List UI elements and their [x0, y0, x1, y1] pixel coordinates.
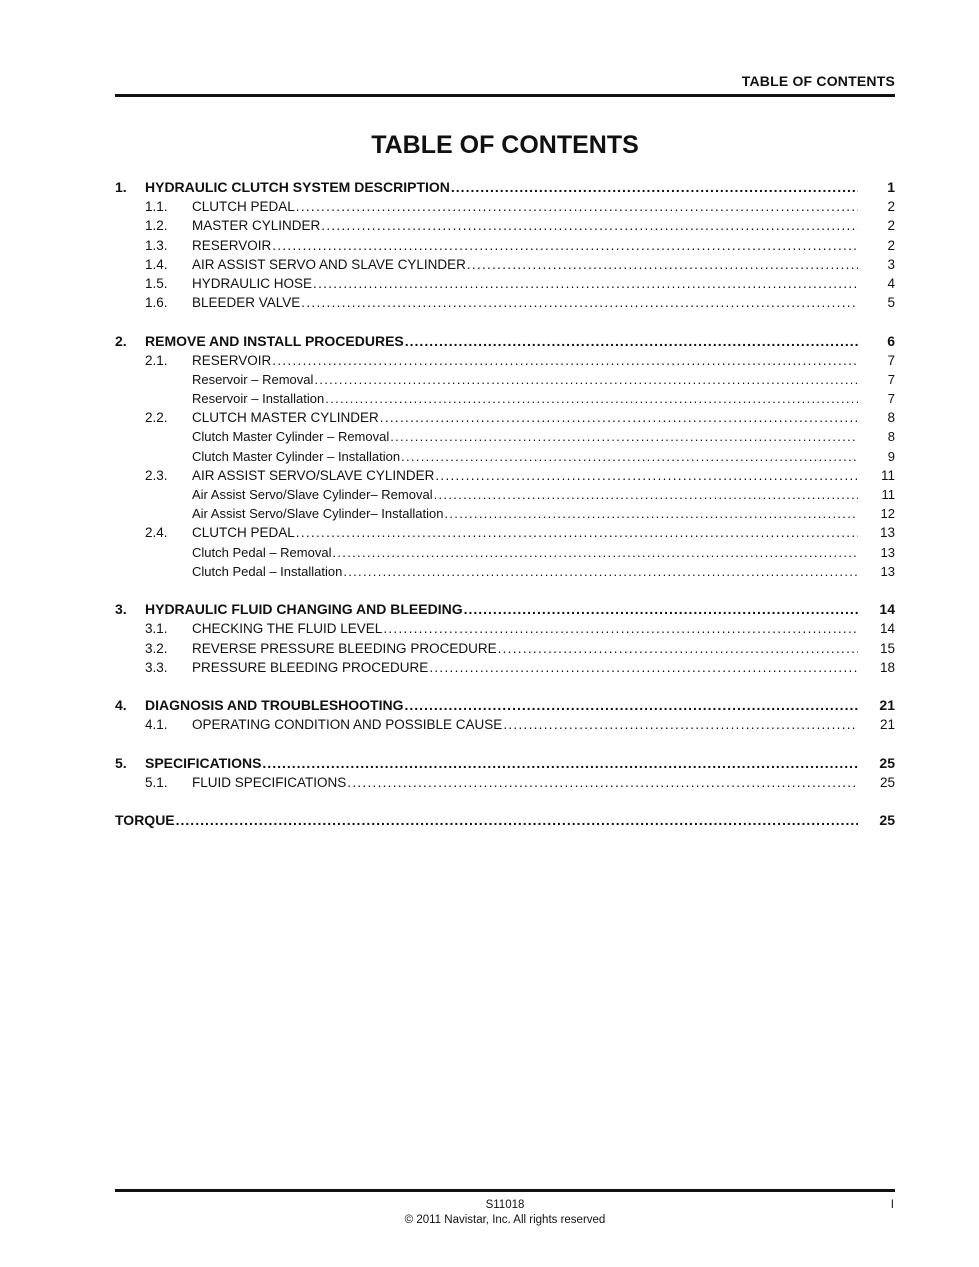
toc-entry-page-number: 15	[879, 640, 895, 656]
toc-entry-main[interactable]	[115, 332, 895, 351]
toc-entry-number: 3.1.	[145, 621, 168, 637]
toc-entry-sub[interactable]	[115, 293, 895, 312]
toc-dot-leader	[272, 351, 858, 370]
toc-dot-leader	[401, 447, 858, 466]
toc-entry-page-number: 11	[880, 467, 895, 483]
toc-entry-page-number: 13	[879, 525, 895, 541]
toc-dot-leader	[296, 197, 858, 216]
toc-entry-page-number: 8	[887, 410, 895, 426]
toc-entry-number: 5.1.	[145, 774, 168, 790]
toc-dot-leader	[467, 255, 858, 274]
toc-entry-title: RESERVOIR	[192, 237, 272, 253]
toc-entry-page-number: 11	[881, 487, 895, 502]
toc-entry-title: Reservoir – Removal	[192, 371, 314, 387]
toc-entry-title: DIAGNOSIS AND TROUBLESHOOTING	[145, 697, 404, 714]
toc-entry-number: 2.2.	[145, 410, 168, 426]
toc-entry-title: HYDRAULIC CLUTCH SYSTEM DESCRIPTION	[145, 179, 450, 195]
toc-entry-number: 1.6.	[145, 295, 168, 311]
toc-entry-page-number: 8	[887, 429, 895, 445]
toc-dot-leader	[325, 389, 858, 408]
toc-entry-title: Clutch Pedal – Installation	[192, 563, 343, 579]
toc-entry-page-number: 6	[887, 332, 895, 349]
header-rule	[115, 94, 895, 97]
footer-copyright: © 2011 Navistar, Inc. All rights reserved	[404, 1214, 606, 1226]
page-title: TABLE OF CONTENTS	[371, 131, 639, 159]
toc-dot-leader	[262, 754, 858, 773]
toc-entry-sub[interactable]	[115, 466, 895, 485]
toc-dot-leader	[390, 427, 858, 446]
toc-dot-leader	[272, 236, 858, 255]
toc-entry-sub[interactable]	[115, 773, 895, 792]
toc-entry-page-number: 2	[887, 218, 895, 234]
running-header-title: TABLE OF CONTENTS	[741, 73, 895, 89]
toc-entry-sub[interactable]	[115, 619, 895, 638]
toc-entry-page-number: 14	[879, 601, 895, 618]
toc-dot-leader	[383, 619, 858, 638]
toc-dot-leader	[321, 216, 858, 235]
toc-dot-leader	[405, 696, 859, 715]
toc-entry-subsub[interactable]	[115, 427, 895, 446]
toc-entry-page-number: 21	[879, 697, 895, 714]
toc-entry-title: Clutch Master Cylinder – Installation	[192, 448, 401, 464]
footer-rule	[115, 1189, 895, 1192]
footer-document-code: S11018	[485, 1199, 525, 1211]
toc-entry-subsub[interactable]	[115, 504, 895, 523]
toc-entry-number: 5.	[115, 754, 127, 771]
toc-dot-leader	[405, 332, 858, 351]
toc-dot-leader	[444, 504, 858, 523]
toc-entry-title: FLUID SPECIFICATIONS	[192, 774, 347, 790]
toc-dot-leader	[347, 773, 858, 792]
toc-entry-sub[interactable]	[115, 216, 895, 235]
toc-entry-page-number: 7	[887, 391, 895, 407]
toc-entry-subsub[interactable]	[115, 543, 895, 562]
toc-entry-title: HYDRAULIC FLUID CHANGING AND BLEEDING	[145, 601, 463, 618]
toc-dot-leader	[380, 408, 858, 427]
toc-dot-leader	[503, 715, 858, 734]
toc-dot-leader	[435, 466, 858, 485]
toc-entry-title: Air Assist Servo/Slave Cylinder– Installation	[192, 506, 444, 522]
toc-dot-leader	[296, 523, 858, 542]
toc-spacer	[115, 792, 895, 811]
toc-entry-number: 2.	[115, 332, 127, 349]
toc-entry-subsub[interactable]	[115, 389, 895, 408]
toc-dot-leader	[313, 274, 858, 293]
toc-entry-sub[interactable]	[115, 715, 895, 734]
toc-entry-title: CLUTCH PEDAL	[192, 199, 295, 215]
toc-entry-page-number: 18	[879, 659, 895, 675]
toc-entry-page-number: 4	[887, 275, 895, 291]
toc-entry-page-number: 25	[879, 812, 895, 829]
toc-entry-title: Clutch Pedal – Removal	[192, 544, 332, 560]
toc-entry-subsub[interactable]	[115, 370, 895, 389]
toc-entry-page-number: 3	[887, 256, 895, 272]
toc-entry-page-number: 9	[887, 448, 895, 464]
toc-entry-main[interactable]	[115, 696, 895, 715]
toc-entry-page-number: 25	[879, 774, 895, 790]
toc-entry-title: REVERSE PRESSURE BLEEDING PROCEDURE	[192, 640, 497, 656]
toc-spacer	[115, 312, 895, 331]
toc-dot-leader	[451, 178, 858, 197]
toc-dot-leader	[332, 543, 858, 562]
toc-dot-leader	[314, 370, 858, 389]
toc-entry-page-number: 14	[879, 621, 895, 637]
toc-entry-main[interactable]	[115, 600, 895, 619]
toc-entry-number: 1.5.	[145, 275, 168, 291]
toc-entry-page-number: 21	[879, 717, 895, 733]
table-of-contents	[115, 178, 895, 830]
toc-entry-main[interactable]	[115, 178, 895, 197]
toc-entry-subsub[interactable]	[115, 447, 895, 466]
toc-entry-number: 3.2.	[145, 640, 168, 656]
toc-dot-leader	[176, 811, 858, 830]
toc-entry-page-number: 1	[887, 179, 895, 195]
toc-entry-page-number: 7	[887, 352, 895, 368]
toc-entry-sub[interactable]	[115, 639, 895, 658]
toc-entry-sub[interactable]	[115, 274, 895, 293]
toc-entry-number: 1.2.	[145, 218, 168, 234]
toc-entry-number: 1.	[115, 179, 127, 195]
toc-entry-main[interactable]	[115, 811, 895, 830]
toc-entry-main[interactable]	[115, 754, 895, 773]
toc-entry-sub[interactable]	[115, 523, 895, 542]
toc-entry-title: REMOVE AND INSTALL PROCEDURES	[145, 332, 404, 349]
toc-dot-leader	[498, 639, 858, 658]
toc-entry-number: 2.1.	[145, 352, 168, 368]
toc-entry-title: Clutch Master Cylinder – Removal	[192, 429, 390, 445]
toc-entry-sub[interactable]	[115, 255, 895, 274]
toc-entry-number: 1.1.	[145, 199, 168, 215]
toc-entry-page-number: 12	[880, 506, 895, 522]
toc-spacer	[115, 677, 895, 696]
toc-spacer	[115, 581, 895, 600]
toc-entry-page-number: 13	[880, 544, 895, 560]
toc-entry-title: CHECKING THE FLUID LEVEL	[192, 621, 383, 637]
toc-dot-leader	[301, 293, 858, 312]
footer-page-number: I	[890, 1199, 894, 1211]
toc-entry-number: 1.4.	[145, 256, 168, 272]
toc-entry-number: 1.3.	[145, 237, 168, 253]
toc-entry-number: 3.3.	[145, 659, 168, 675]
toc-entry-sub[interactable]	[115, 408, 895, 427]
toc-entry-title: HYDRAULIC HOSE	[192, 275, 313, 291]
toc-entry-page-number: 25	[879, 754, 895, 771]
toc-entry-title: MASTER CYLINDER	[192, 218, 321, 234]
toc-entry-subsub[interactable]	[115, 562, 895, 581]
toc-entry-number: 2.3.	[145, 467, 168, 483]
toc-entry-title: BLEEDER VALVE	[192, 295, 301, 311]
toc-entry-title: PRESSURE BLEEDING PROCEDURE	[192, 659, 429, 675]
toc-entry-page-number: 7	[887, 371, 895, 387]
toc-entry-title: OPERATING CONDITION AND POSSIBLE CAUSE	[192, 717, 503, 733]
toc-entry-sub[interactable]	[115, 351, 895, 370]
toc-entry-page-number: 2	[887, 199, 895, 215]
toc-entry-title: AIR ASSIST SERVO AND SLAVE CYLINDER	[192, 256, 466, 272]
toc-dot-leader	[434, 485, 858, 504]
toc-entry-title: Reservoir – Installation	[192, 391, 325, 407]
toc-entry-title: SPECIFICATIONS	[145, 754, 262, 771]
toc-entry-number: 4.	[115, 697, 127, 714]
toc-entry-sub[interactable]	[115, 236, 895, 255]
toc-entry-title: RESERVOIR	[192, 352, 272, 368]
toc-entry-title: AIR ASSIST SERVO/SLAVE CYLINDER	[192, 467, 435, 483]
toc-entry-title: TORQUE	[115, 812, 175, 829]
toc-entry-number: 3.	[115, 601, 127, 618]
toc-entry-number: 4.1.	[145, 717, 168, 733]
toc-entry-sub[interactable]	[115, 658, 895, 677]
toc-entry-page-number: 5	[887, 295, 895, 311]
toc-entry-page-number: 2	[887, 237, 895, 253]
toc-entry-title: CLUTCH PEDAL	[192, 525, 295, 541]
toc-entry-number: 2.4.	[145, 525, 168, 541]
toc-entry-title: Air Assist Servo/Slave Cylinder– Removal	[192, 487, 433, 502]
toc-dot-leader	[429, 658, 858, 677]
toc-entry-subsub[interactable]	[115, 485, 895, 504]
toc-entry-title: CLUTCH MASTER CYLINDER	[192, 410, 379, 426]
toc-spacer	[115, 734, 895, 753]
toc-dot-leader	[464, 600, 858, 619]
toc-dot-leader	[343, 562, 858, 581]
toc-entry-page-number: 13	[880, 563, 895, 579]
toc-entry-sub[interactable]	[115, 197, 895, 216]
